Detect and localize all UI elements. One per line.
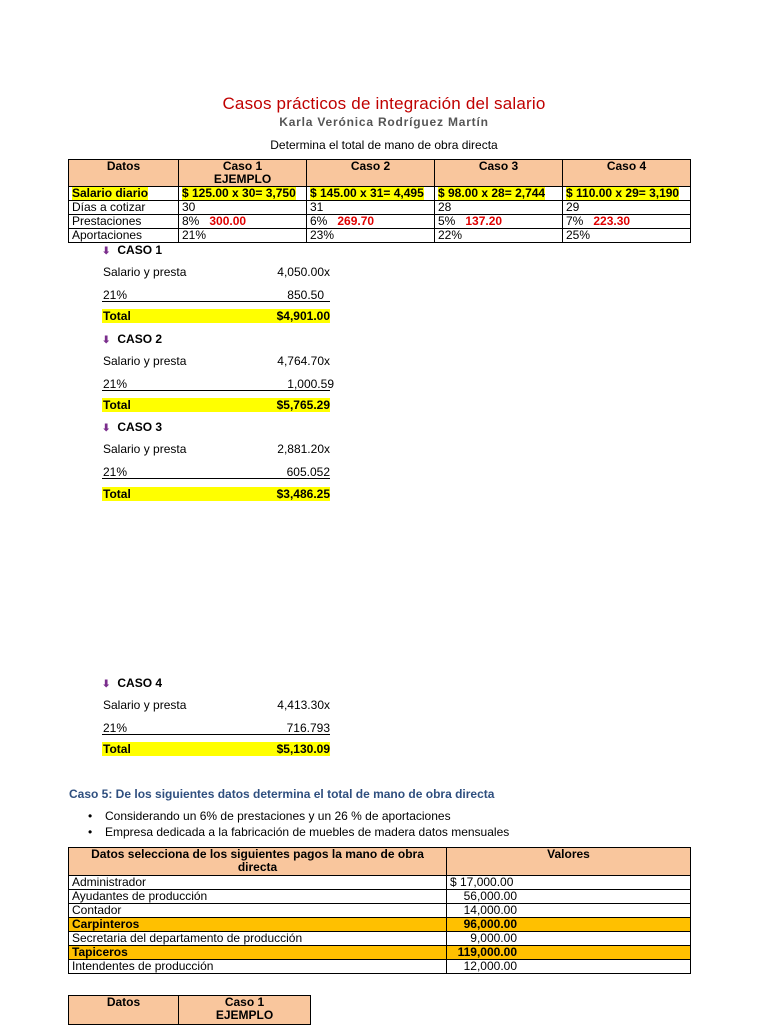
caso-2-heading: ⬇ CASO 2 <box>102 332 163 346</box>
dias-caso-3: 28 <box>435 201 563 215</box>
prest-val-2: 269.70 <box>337 214 375 228</box>
caso-2-value: 4,764.70x <box>277 354 330 368</box>
table-row: Ayudantes de producción 56,000.00 <box>69 890 691 904</box>
total-label: Total <box>103 309 131 323</box>
header-caso-3: Caso 3 <box>435 160 563 187</box>
caso-3-total: $3,486.25 <box>276 487 330 501</box>
table-header-row <box>69 160 691 187</box>
total-label: Total <box>103 398 131 412</box>
caso-3-total-row <box>102 487 330 501</box>
table-header-row <box>69 848 691 876</box>
header-datos: Datos <box>69 996 179 1025</box>
table-row: Administrador $ 17,000.00 <box>69 876 691 890</box>
divider <box>102 478 330 479</box>
caso-2-pct-value: 1,000.59 <box>287 377 334 391</box>
header-caso-4: Caso 4 <box>563 160 691 187</box>
aport-caso-3: 22% <box>435 229 563 243</box>
arrow-bullet-icon: ⬇ <box>102 246 111 257</box>
datos-table-partial <box>68 995 311 1025</box>
caso-2-label: Salario y presta <box>103 354 187 368</box>
caso-5-heading: Caso 5: De los siguientes datos determina el total de mano de obra directa <box>69 787 495 801</box>
caso-2-total: $5,765.29 <box>276 398 330 412</box>
caso-4-pct-value: 716.793 <box>286 721 330 735</box>
prest-pct-3: 5% <box>438 214 456 228</box>
header-datos: Datos <box>69 160 179 187</box>
header-caso-1: Caso 1 EJEMPLO <box>179 996 311 1025</box>
table-row-highlight: Tapiceros 119,000.00 <box>69 946 691 960</box>
prest-pct-2: 6% <box>310 214 328 228</box>
caso-1-total-row <box>102 309 330 323</box>
aport-caso-2: 23% <box>307 229 435 243</box>
page-title: Casos prácticos de integración del salario <box>222 94 546 113</box>
header-caso-2: Caso 2 <box>307 160 435 187</box>
salario-caso-1: $ 125.00 x 30= 3,750 <box>182 186 296 200</box>
caso-2-total-row <box>102 398 330 412</box>
total-label: Total <box>103 487 131 501</box>
salario-label: Salario diario <box>72 186 149 200</box>
arrow-bullet-icon: ⬇ <box>102 423 111 434</box>
arrow-bullet-icon: ⬇ <box>102 679 111 690</box>
dias-caso-4: 29 <box>563 201 691 215</box>
prest-val-3: 137.20 <box>465 214 503 228</box>
prest-val-1: 300.00 <box>209 214 247 228</box>
table-row-highlight: Carpinteros 96,000.00 <box>69 918 691 932</box>
bullet-item: • Considerando un 6% de prestaciones y un 26 % de aportaciones <box>88 809 451 823</box>
caso-3-heading: ⬇ CASO 3 <box>102 420 163 434</box>
subtitle: Determina el total de mano de obra directa <box>270 138 498 152</box>
table-row <box>69 229 691 243</box>
table-row <box>69 187 691 201</box>
dias-caso-1: 30 <box>179 201 307 215</box>
salary-table <box>68 159 691 243</box>
caso-1-pct: 21% <box>103 288 128 302</box>
prest-pct-4: 7% <box>566 214 584 228</box>
aport-caso-1: 21% <box>179 229 307 243</box>
caso-1-heading: ⬇ CASO 1 <box>102 243 163 257</box>
aport-label: Aportaciones <box>69 229 179 243</box>
salario-caso-2: $ 145.00 x 31= 4,495 <box>310 186 424 200</box>
caso-4-total: $5,130.09 <box>276 742 330 756</box>
author-name: Karla Verónica Rodríguez Martín <box>279 115 489 129</box>
bullet-item: • Empresa dedicada a la fabricación de muebles de madera datos mensuales <box>88 825 509 839</box>
header-datos-selecciona: Datos selecciona de los siguientes pagos la mano de obra directa <box>69 848 447 876</box>
caso-3-pct: 21% <box>103 465 128 479</box>
caso-1-pct-value: 850.50 <box>287 288 324 302</box>
caso-4-heading: ⬇ CASO 4 <box>102 676 163 690</box>
divider <box>102 734 330 735</box>
caso-4-total-row <box>102 742 330 756</box>
aport-caso-4: 25% <box>563 229 691 243</box>
table-row <box>69 201 691 215</box>
divider <box>102 390 330 391</box>
divider <box>102 301 330 302</box>
caso-4-label: Salario y presta <box>103 698 187 712</box>
caso-1-label: Salario y presta <box>103 265 187 279</box>
table-row: Intendentes de producción 12,000.00 <box>69 960 691 974</box>
caso-3-pct-value: 605.052 <box>286 465 330 479</box>
table-row: Contador 14,000.00 <box>69 904 691 918</box>
caso-1-total: $4,901.00 <box>276 309 330 323</box>
caso-2-pct: 21% <box>103 377 128 391</box>
dias-label: Días a cotizar <box>69 201 179 215</box>
caso-3-label: Salario y presta <box>103 442 187 456</box>
prestaciones-label: Prestaciones <box>69 215 179 229</box>
prest-val-4: 223.30 <box>593 214 631 228</box>
caso-4-pct: 21% <box>103 721 128 735</box>
table-row: Secretaria del departamento de producción 9,000.00 <box>69 932 691 946</box>
salario-caso-3: $ 98.00 x 28= 2,744 <box>438 186 546 200</box>
caso-3-value: 2,881.20x <box>277 442 330 456</box>
header-caso-1: Caso 1 EJEMPLO <box>179 160 307 187</box>
header-valores: Valores <box>447 848 691 876</box>
dias-caso-2: 31 <box>307 201 435 215</box>
payments-table <box>68 847 691 974</box>
salario-caso-4: $ 110.00 x 29= 3,190 <box>566 186 680 200</box>
prest-pct-1: 8% <box>182 214 200 228</box>
table-header-row <box>69 996 311 1025</box>
caso-1-value: 4,050.00x <box>277 265 330 279</box>
table-row <box>69 215 691 229</box>
caso-4-value: 4,413.30x <box>277 698 330 712</box>
total-label: Total <box>103 742 131 756</box>
arrow-bullet-icon: ⬇ <box>102 335 111 346</box>
